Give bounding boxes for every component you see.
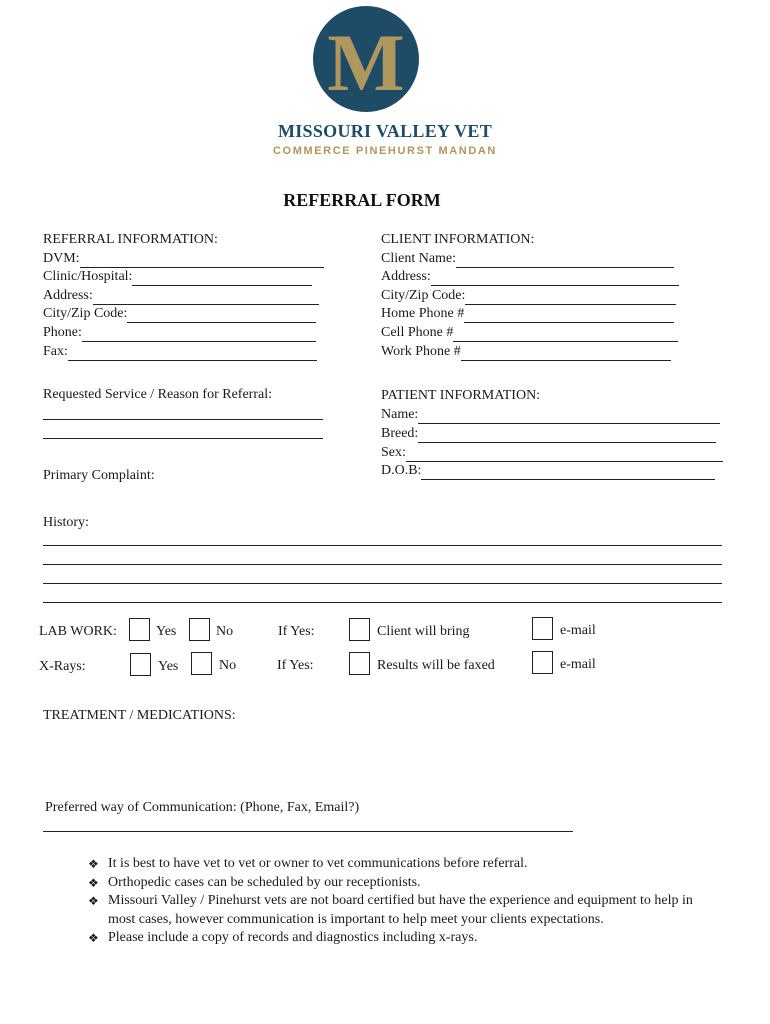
patient-dob-line[interactable]	[421, 465, 715, 480]
patient-dob-label: D.O.B:	[381, 463, 422, 478]
requested-service-label: Requested Service / Reason for Referral:	[43, 387, 272, 402]
lab-work-email-label: e-mail	[560, 623, 596, 638]
xrays-no-checkbox[interactable]	[191, 652, 212, 675]
xrays-label: X-Rays:	[39, 659, 86, 674]
referral-address-field[interactable]	[43, 287, 319, 305]
work-phone-line[interactable]	[461, 346, 671, 361]
patient-sex-line[interactable]	[406, 447, 723, 462]
referral-fax-label: Fax:	[43, 344, 68, 359]
xrays-email-label: e-mail	[560, 657, 596, 672]
client-address-line[interactable]	[431, 271, 679, 286]
dvm-line[interactable]	[80, 253, 324, 268]
lab-work-yes-label: Yes	[156, 624, 177, 639]
note-text: Missouri Valley / Pinehurst vets are not board certified but have the experience and equipment to help in most cases, however communication is important to help meet your clients expectations.	[108, 893, 693, 927]
client-heading: CLIENT INFORMATION:	[381, 232, 535, 247]
patient-sex-field[interactable]	[381, 444, 723, 462]
referral-heading: REFERRAL INFORMATION:	[43, 232, 218, 247]
work-phone-label: Work Phone #	[381, 344, 461, 359]
lab-work-email-checkbox[interactable]	[532, 617, 553, 640]
referral-fax-field[interactable]	[43, 343, 317, 361]
clinic-locations: COMMERCE PINEHURST MANDAN	[273, 145, 497, 157]
lab-work-yes-checkbox[interactable]	[129, 618, 150, 641]
work-phone-field[interactable]	[381, 343, 671, 361]
client-name-label: Client Name:	[381, 251, 457, 266]
patient-sex-label: Sex:	[381, 445, 406, 460]
clinic-label: Clinic/Hospital:	[43, 269, 133, 284]
referral-address-label: Address:	[43, 288, 93, 303]
lab-work-no-checkbox[interactable]	[189, 618, 210, 641]
clinic-logo	[312, 4, 420, 114]
lab-work-client-bring-label: Client will bring	[377, 624, 470, 639]
note-item	[88, 929, 708, 948]
patient-name-field[interactable]	[381, 406, 720, 424]
xrays-results-faxed-checkbox[interactable]	[349, 652, 370, 675]
xrays-results-faxed-label: Results will be faxed	[377, 658, 495, 673]
patient-breed-label: Breed:	[381, 426, 419, 441]
client-city-zip-line[interactable]	[465, 290, 676, 305]
referral-city-zip-field[interactable]	[43, 305, 316, 323]
client-name-field[interactable]	[381, 250, 674, 268]
history-line-2[interactable]	[43, 564, 722, 565]
client-city-zip-field[interactable]	[381, 287, 676, 305]
client-address-field[interactable]	[381, 268, 679, 286]
history-label: History:	[43, 515, 89, 530]
patient-breed-line[interactable]	[418, 428, 716, 443]
primary-complaint-label: Primary Complaint:	[43, 468, 155, 483]
referral-city-zip-label: City/Zip Code:	[43, 306, 128, 321]
clinic-line[interactable]	[132, 271, 312, 286]
patient-dob-field[interactable]	[381, 462, 715, 480]
patient-name-line[interactable]	[418, 409, 720, 424]
cell-phone-field[interactable]	[381, 324, 678, 342]
bullet-icon: ❖	[88, 931, 99, 945]
xrays-email-checkbox[interactable]	[532, 651, 553, 674]
patient-name-label: Name:	[381, 407, 419, 422]
client-name-line[interactable]	[456, 253, 674, 268]
lab-work-client-bring-checkbox[interactable]	[349, 618, 370, 641]
lab-work-label: LAB WORK:	[39, 624, 117, 639]
referral-address-line[interactable]	[93, 290, 319, 305]
note-item	[88, 855, 708, 874]
history-line-1[interactable]	[43, 545, 722, 546]
requested-service-line-1[interactable]	[43, 419, 323, 420]
clinic-name: MISSOURI VALLEY VET	[277, 121, 493, 141]
notes-list	[88, 855, 708, 948]
note-text: Please include a copy of records and diagnostics including x-rays.	[108, 930, 478, 945]
referral-fax-line[interactable]	[68, 346, 317, 361]
home-phone-label: Home Phone #	[381, 306, 465, 321]
client-address-label: Address:	[381, 269, 431, 284]
referral-phone-line[interactable]	[82, 327, 316, 342]
xrays-yes-label: Yes	[158, 659, 179, 674]
xrays-no-label: No	[219, 658, 237, 673]
cell-phone-line[interactable]	[453, 327, 678, 342]
note-item	[88, 874, 708, 893]
note-text: Orthopedic cases can be scheduled by our receptionists.	[108, 874, 421, 890]
xrays-yes-checkbox[interactable]	[130, 653, 151, 676]
patient-breed-field[interactable]	[381, 425, 716, 443]
communication-label: Preferred way of Communication: (Phone, Fax, Email?)	[45, 800, 360, 815]
clinic-field[interactable]	[43, 268, 312, 286]
bullet-icon: ❖	[88, 894, 99, 908]
note-text: It is best to have vet to vet or owner to vet communications before referral.	[108, 856, 528, 871]
dvm-label: DVM:	[43, 251, 80, 266]
home-phone-field[interactable]	[381, 305, 674, 323]
home-phone-line[interactable]	[464, 308, 674, 323]
history-line-4[interactable]	[43, 602, 722, 603]
requested-service-line-2[interactable]	[43, 438, 323, 439]
patient-heading: PATIENT INFORMATION:	[381, 388, 541, 403]
referral-phone-label: Phone:	[43, 325, 82, 340]
bullet-icon: ❖	[88, 875, 99, 890]
cell-phone-label: Cell Phone #	[381, 325, 454, 340]
history-line-3[interactable]	[43, 583, 722, 584]
form-title: REFERRAL FORM	[283, 190, 441, 210]
lab-work-if-yes-label: If Yes:	[278, 624, 315, 639]
note-item	[88, 892, 708, 929]
referral-city-zip-line[interactable]	[127, 308, 316, 323]
xrays-if-yes-label: If Yes:	[277, 658, 314, 673]
bullet-icon: ❖	[88, 857, 99, 871]
communication-line[interactable]	[43, 831, 573, 832]
dvm-field[interactable]	[43, 250, 324, 268]
logo-letter: M	[327, 17, 405, 108]
lab-work-no-label: No	[216, 624, 234, 639]
client-city-zip-label: City/Zip Code:	[381, 288, 466, 303]
referral-phone-field[interactable]	[43, 324, 316, 342]
treatment-label: TREATMENT / MEDICATIONS:	[43, 708, 236, 723]
